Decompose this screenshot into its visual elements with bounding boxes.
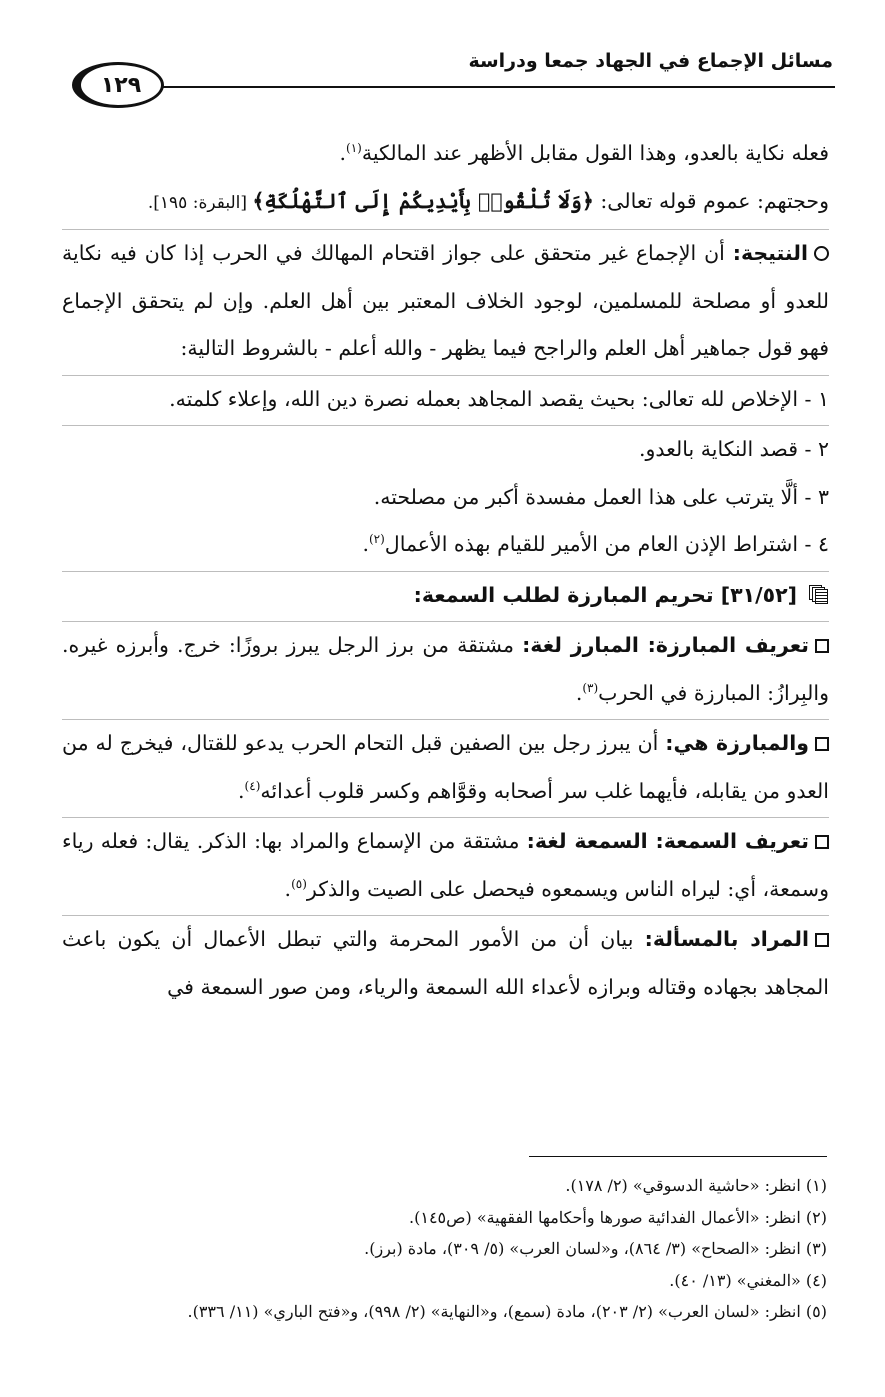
square-bullet-icon bbox=[815, 639, 829, 653]
result-label: النتيجة: bbox=[732, 241, 808, 265]
definition-mubaraza-meaning: والمبارزة هي: أن يبرز رجل بين الصفين قبل التحام الحرب يدعو للقتال، فيخرج له من العدو من يقابله، فأيهما غلب سر أصحابه وقوَّاهم وكسر قلوب أعدائه$^{(٤)}$. bbox=[62, 731, 829, 803]
paragraph-malikiyya: فعله نكاية بالعدو، وهذا القول مقابل الأظهر عند المالكية$^{(١)}$. bbox=[339, 141, 829, 165]
quran-verse: ﴿وَلَا تُلْقُوا۟ بِأَيْدِيكُمْ إِلَى ٱلتَّهْلُكَةِ﴾ bbox=[252, 188, 594, 213]
footnotes bbox=[62, 1170, 827, 1328]
documents-icon bbox=[809, 585, 829, 605]
circle-bullet-icon bbox=[814, 246, 829, 261]
footnote-5: (٥) انظر: «لسان العرب» (٢/ ٢٠٣)، مادة (سمع)، و«النهاية» (٢/ ٩٩٨)، و«فتح الباري» (١١/ ٣٣٦). bbox=[187, 1302, 827, 1321]
header-rule bbox=[160, 86, 835, 88]
page-number: ١٢٩ bbox=[72, 62, 164, 108]
running-head: مسائل الإجماع في الجهاد جمعا ودراسة bbox=[468, 50, 833, 72]
paragraph-result: النتيجة: أن الإجماع غير متحقق على جواز اقتحام المهالك في الحرب إذا كان فيه نكاية للعدو أو مصلحة للمسلمين، لوجود الخلاف المعتبر بين أهل العلم. وإن لم يتحقق الإجماع فهو قول جماهير أهل العلم والراجح فيما يظهر - والله أعلم - بالشروط التالية: bbox=[62, 241, 829, 360]
paragraph-evidence: وحجتهم: عموم قوله تعالى: ﴿وَلَا تُلْقُوا۟ بِأَيْدِيكُمْ إِلَى ٱلتَّهْلُكَةِ﴾ [البقرة: ١٩٥]. bbox=[147, 188, 829, 213]
square-bullet-icon bbox=[815, 933, 829, 947]
footnote-1: (١) انظر: «حاشية الدسوقي» (٢/ ١٧٨). bbox=[565, 1176, 827, 1195]
square-bullet-icon bbox=[815, 737, 829, 751]
condition-1: ١ - الإخلاص لله تعالى: بحيث يقصد المجاهد بعمله نصرة دين الله، وإعلاء كلمته. bbox=[169, 386, 829, 411]
condition-2: ٢ - قصد النكاية بالعدو. bbox=[638, 437, 829, 461]
condition-4: ٤ - اشتراط الإذن العام من الأمير للقيام بهذه الأعمال$^{(٢)}$. bbox=[362, 532, 829, 556]
footnote-2: (٢) انظر: «الأعمال الفدائية صورها وأحكامها الفقهية» (ص١٤٥). bbox=[409, 1207, 827, 1227]
footnote-3: (٣) انظر: «الصحاح» (٣/ ٨٦٤)، و«لسان العرب» (٥/ ٣٠٩)، مادة (برز). bbox=[364, 1239, 827, 1258]
main-text bbox=[62, 130, 829, 1011]
definition-sumaa: تعريف السمعة: السمعة لغة: مشتقة من الإسماع والمراد بها: الذكر. يقال: فعله رياء وسمعة، أي: ليراه الناس ويسمعوه فيحصل على الصيت والذكر$^{(٥)}$. bbox=[62, 829, 829, 901]
footnote-ref-4: (٤) bbox=[244, 778, 261, 793]
condition-3: ٣ - ألَّا يترتب على هذا العمل مفسدة أكبر من مصلحته. bbox=[373, 484, 829, 509]
footnote-4: (٤) «المغني» (١٣/ ٤٠). bbox=[669, 1270, 827, 1290]
definition-mubaraza: تعريف المبارزة: المبارز لغة: مشتقة من برز الرجل يبرز بروزًا: خرج. وأبرزه غيره. والبِرازُ: المبارزة في الحرب$^{(٣)}$. bbox=[62, 633, 829, 705]
footnote-ref-3: (٣) bbox=[582, 680, 599, 695]
issue-heading: [٣١/٥٢] تحريم المبارزة لطلب السمعة: bbox=[62, 572, 829, 620]
square-bullet-icon bbox=[815, 835, 829, 849]
footnote-ref-1: (١) bbox=[346, 141, 362, 155]
footnote-ref-2: (٢) bbox=[368, 532, 385, 546]
verse-reference: [البقرة: ١٩٥]. bbox=[147, 192, 253, 213]
footnote-ref-5: (٥) bbox=[291, 876, 307, 891]
footnote-rule bbox=[529, 1156, 827, 1157]
issue-meaning: المراد بالمسألة: بيان أن من الأمور المحرمة والتي تبطل الأعمال أن يكون باعث المجاهد بجهاده وقتاله وبرازه لأعداء الله السمعة والرياء، ومن صور السمعة في bbox=[62, 927, 829, 999]
